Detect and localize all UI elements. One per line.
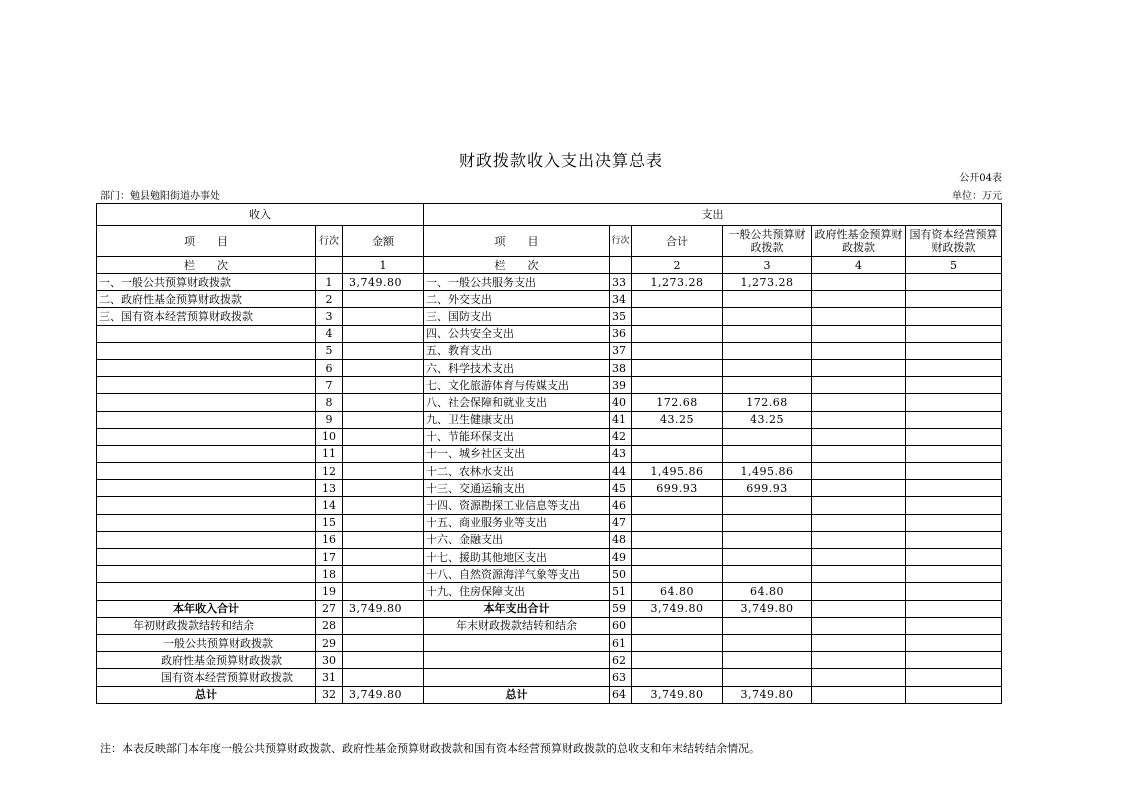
- gov-fund-cell: [812, 291, 906, 308]
- income-amount-cell: [343, 359, 424, 376]
- expense-item-cell: 年末财政拨款结转和结余: [424, 617, 610, 634]
- total-amount-cell: [632, 359, 723, 376]
- form-code: 公开04表: [959, 173, 1002, 184]
- table-row: [97, 377, 1002, 394]
- state-capital-cell: [906, 514, 1002, 531]
- income-item-cell: [97, 514, 316, 531]
- col-number-2: 2: [632, 257, 723, 274]
- table-row: [97, 325, 1002, 342]
- table-row: [97, 445, 1002, 462]
- income-row-no-cell: 31: [316, 669, 343, 686]
- income-row-no-cell: 3: [316, 308, 343, 325]
- gov-fund-cell: [812, 342, 906, 359]
- summary-row: [97, 686, 1002, 703]
- total-amount-cell: [632, 497, 723, 514]
- income-row-no-cell: 17: [316, 549, 343, 566]
- total-amount-cell: 1,273.28: [632, 274, 723, 291]
- total-header: 合计: [632, 226, 723, 257]
- income-row-no-cell: 9: [316, 411, 343, 428]
- total-amount-cell: [632, 549, 723, 566]
- income-row-no-cell: 5: [316, 342, 343, 359]
- income-row-no-cell: 13: [316, 480, 343, 497]
- total-amount-cell: [632, 308, 723, 325]
- income-amount-cell: [343, 514, 424, 531]
- table-row: [97, 514, 1002, 531]
- income-header: 收入: [97, 204, 424, 226]
- expense-row-no-header: 行次: [610, 226, 632, 257]
- expense-row-no-cell: 39: [610, 377, 632, 394]
- total-amount-cell: 3,749.80: [632, 600, 723, 617]
- state-capital-cell: [906, 686, 1002, 703]
- state-capital-cell: [906, 531, 1002, 548]
- expense-row-no-cell: 33: [610, 274, 632, 291]
- state-capital-cell: [906, 342, 1002, 359]
- state-capital-cell: [906, 428, 1002, 445]
- general-budget-cell: [723, 566, 812, 583]
- total-amount-cell: [632, 377, 723, 394]
- income-amount-cell: [343, 480, 424, 497]
- general-budget-cell: 172.68: [723, 394, 812, 411]
- income-row-no-cell: 18: [316, 566, 343, 583]
- total-amount-cell: [632, 342, 723, 359]
- income-amount-cell: [343, 669, 424, 686]
- gov-fund-cell: [812, 514, 906, 531]
- total-amount-cell: 43.25: [632, 411, 723, 428]
- general-budget-cell: [723, 669, 812, 686]
- expense-row-no-cell: 35: [610, 308, 632, 325]
- general-budget-cell: [723, 291, 812, 308]
- table-row: [97, 549, 1002, 566]
- total-amount-cell: [632, 669, 723, 686]
- income-row-no-header: 行次: [316, 226, 343, 257]
- expense-row-no-cell: 42: [610, 428, 632, 445]
- income-amount-cell: [343, 291, 424, 308]
- expense-row-no-cell: 60: [610, 617, 632, 634]
- state-capital-cell: [906, 652, 1002, 669]
- income-item-cell: [97, 463, 316, 480]
- income-row-no-cell: 7: [316, 377, 343, 394]
- income-amount-cell: 3,749.80: [343, 686, 424, 703]
- expense-item-cell: [424, 652, 610, 669]
- expense-row-no-cell: 40: [610, 394, 632, 411]
- gov-fund-cell: [812, 531, 906, 548]
- expense-row-no-cell: 36: [610, 325, 632, 342]
- expense-item-cell: 十六、金融支出: [424, 531, 610, 548]
- total-amount-cell: 1,495.86: [632, 463, 723, 480]
- expense-item-cell: [424, 669, 610, 686]
- income-amount-cell: [343, 411, 424, 428]
- total-amount-cell: 699.93: [632, 480, 723, 497]
- income-amount-cell: [343, 634, 424, 651]
- expense-item-cell: 总计: [424, 686, 610, 703]
- income-amount-cell: [343, 617, 424, 634]
- expense-item-cell: 六、科学技术支出: [424, 359, 610, 376]
- income-row-no-cell: 6: [316, 359, 343, 376]
- general-budget-cell: 1,273.28: [723, 274, 812, 291]
- income-item-cell: [97, 531, 316, 548]
- expense-row-no-cell: 41: [610, 411, 632, 428]
- gov-fund-cell: [812, 686, 906, 703]
- income-amount-cell: 3,749.80: [343, 600, 424, 617]
- income-item-cell: [97, 394, 316, 411]
- expense-item-cell: 二、外交支出: [424, 291, 610, 308]
- general-budget-cell: [723, 549, 812, 566]
- summary-row: [97, 652, 1002, 669]
- income-amount-cell: [343, 342, 424, 359]
- income-amount-cell: [343, 531, 424, 548]
- expense-item-cell: 三、国防支出: [424, 308, 610, 325]
- income-item-header: 项 目: [97, 226, 316, 257]
- state-capital-cell: [906, 480, 1002, 497]
- expense-row-no-cell: 43: [610, 445, 632, 462]
- gov-fund-cell: [812, 583, 906, 600]
- general-budget-cell: [723, 325, 812, 342]
- table-row: [97, 308, 1002, 325]
- unit-label: 单位：万元: [952, 191, 1002, 202]
- expense-item-cell: [424, 634, 610, 651]
- table-row: [97, 566, 1002, 583]
- total-amount-cell: [632, 531, 723, 548]
- table-row: [97, 291, 1002, 308]
- income-row-no-cell: 27: [316, 600, 343, 617]
- expense-row-no-cell: 38: [610, 359, 632, 376]
- general-budget-cell: [723, 497, 812, 514]
- expense-item-cell: 十八、自然资源海洋气象等支出: [424, 566, 610, 583]
- gov-fund-cell: [812, 274, 906, 291]
- state-capital-cell: [906, 669, 1002, 686]
- income-row-no-cell: 30: [316, 652, 343, 669]
- income-amount-cell: [343, 325, 424, 342]
- income-item-cell: 政府性基金预算财政拨款: [97, 652, 316, 669]
- state-capital-cell: [906, 325, 1002, 342]
- general-budget-cell: [723, 634, 812, 651]
- income-row-no-cell: 29: [316, 634, 343, 651]
- budget-table: [96, 203, 1002, 704]
- income-item-cell: 总计: [97, 686, 316, 703]
- state-capital-cell: [906, 377, 1002, 394]
- expense-row-no-cell: 49: [610, 549, 632, 566]
- expense-row-no-cell: 62: [610, 652, 632, 669]
- income-amount-cell: [343, 428, 424, 445]
- gov-fund-cell: [812, 463, 906, 480]
- expense-item-cell: 八、社会保障和就业支出: [424, 394, 610, 411]
- general-budget-cell: 3,749.80: [723, 686, 812, 703]
- income-row-no-cell: 4: [316, 325, 343, 342]
- income-item-cell: [97, 411, 316, 428]
- general-budget-cell: 699.93: [723, 480, 812, 497]
- expense-row-no-cell: 51: [610, 583, 632, 600]
- gov-fund-cell: [812, 411, 906, 428]
- expense-item-cell: 本年支出合计: [424, 600, 610, 617]
- total-amount-cell: [632, 566, 723, 583]
- footnote: 注：本表反映部门本年度一般公共预算财政拨款、政府性基金预算财政拨款和国有资本经营预算财政拨款的总收支和年末结转结余情况。: [100, 742, 760, 755]
- state-capital-cell: [906, 617, 1002, 634]
- state-capital-cell: [906, 308, 1002, 325]
- summary-row: [97, 600, 1002, 617]
- col-number-3: 3: [723, 257, 812, 274]
- expense-row-no-cell: 59: [610, 600, 632, 617]
- state-capital-cell: [906, 600, 1002, 617]
- state-capital-cell: [906, 411, 1002, 428]
- gov-fund-header: 政府性基金预算财政拨款: [812, 226, 906, 257]
- gov-fund-cell: [812, 652, 906, 669]
- gov-fund-cell: [812, 600, 906, 617]
- income-item-cell: [97, 549, 316, 566]
- total-amount-cell: [632, 325, 723, 342]
- gov-fund-cell: [812, 445, 906, 462]
- table-row: [97, 463, 1002, 480]
- total-amount-cell: [632, 617, 723, 634]
- general-budget-cell: [723, 359, 812, 376]
- total-amount-cell: 3,749.80: [632, 686, 723, 703]
- general-budget-header: 一般公共预算财政拨款: [723, 226, 812, 257]
- gov-fund-cell: [812, 377, 906, 394]
- income-amount-cell: [343, 583, 424, 600]
- income-row-no-cell: 11: [316, 445, 343, 462]
- table-row: [97, 274, 1002, 291]
- income-item-cell: [97, 377, 316, 394]
- total-amount-cell: [632, 445, 723, 462]
- expense-item-cell: 一、一般公共服务支出: [424, 274, 610, 291]
- income-item-cell: 年初财政拨款结转和结余: [97, 617, 316, 634]
- summary-row: [97, 617, 1002, 634]
- state-capital-cell: [906, 583, 1002, 600]
- header-row-column-numbers: [97, 257, 1002, 274]
- income-row-no-cell: 28: [316, 617, 343, 634]
- header-row-group: [97, 204, 1002, 226]
- state-capital-cell: [906, 634, 1002, 651]
- total-amount-cell: 172.68: [632, 394, 723, 411]
- table-row: [97, 428, 1002, 445]
- income-item-cell: [97, 342, 316, 359]
- income-row-no-cell: 32: [316, 686, 343, 703]
- general-budget-cell: [723, 308, 812, 325]
- gov-fund-cell: [812, 428, 906, 445]
- income-column-label: 栏 次: [97, 257, 316, 274]
- expense-column-label: 栏 次: [424, 257, 610, 274]
- expense-row-no-cell: 61: [610, 634, 632, 651]
- income-item-cell: [97, 566, 316, 583]
- col-number-1: 1: [343, 257, 424, 274]
- income-item-cell: 二、政府性基金预算财政拨款: [97, 291, 316, 308]
- gov-fund-cell: [812, 394, 906, 411]
- table-row: [97, 583, 1002, 600]
- gov-fund-cell: [812, 480, 906, 497]
- table-row: [97, 359, 1002, 376]
- income-item-cell: 国有资本经营预算财政拨款: [97, 669, 316, 686]
- income-row-no-cell: 14: [316, 497, 343, 514]
- summary-row: [97, 669, 1002, 686]
- state-capital-cell: [906, 549, 1002, 566]
- expense-item-cell: 十三、交通运输支出: [424, 480, 610, 497]
- gov-fund-cell: [812, 669, 906, 686]
- income-item-cell: 本年收入合计: [97, 600, 316, 617]
- table-row: [97, 394, 1002, 411]
- expense-row-no-cell: 63: [610, 669, 632, 686]
- gov-fund-cell: [812, 359, 906, 376]
- gov-fund-cell: [812, 566, 906, 583]
- income-row-no-cell: 19: [316, 583, 343, 600]
- general-budget-cell: 1,495.86: [723, 463, 812, 480]
- total-amount-cell: [632, 291, 723, 308]
- total-amount-cell: [632, 652, 723, 669]
- income-item-cell: [97, 497, 316, 514]
- state-capital-cell: [906, 359, 1002, 376]
- income-amount-cell: [343, 394, 424, 411]
- income-amount-cell: [343, 463, 424, 480]
- gov-fund-cell: [812, 325, 906, 342]
- income-item-cell: [97, 325, 316, 342]
- expense-row-no-cell: 64: [610, 686, 632, 703]
- expense-item-cell: 四、公共安全支出: [424, 325, 610, 342]
- page-title: 财政拨款收入支出决算总表: [458, 151, 663, 170]
- income-row-no-cell: 12: [316, 463, 343, 480]
- state-capital-cell: [906, 291, 1002, 308]
- empty-cell: [316, 257, 343, 274]
- table-row: [97, 480, 1002, 497]
- general-budget-cell: [723, 445, 812, 462]
- table-row: [97, 497, 1002, 514]
- expense-row-no-cell: 44: [610, 463, 632, 480]
- income-amount-cell: [343, 308, 424, 325]
- col-number-4: 4: [812, 257, 906, 274]
- income-item-cell: [97, 359, 316, 376]
- expense-item-cell: 十、节能环保支出: [424, 428, 610, 445]
- total-amount-cell: [632, 514, 723, 531]
- expense-item-cell: 十四、资源勘探工业信息等支出: [424, 497, 610, 514]
- income-amount-cell: [343, 497, 424, 514]
- income-amount-cell: [343, 652, 424, 669]
- income-item-cell: 三、国有资本经营预算财政拨款: [97, 308, 316, 325]
- expense-row-no-cell: 48: [610, 531, 632, 548]
- expense-row-no-cell: 45: [610, 480, 632, 497]
- income-row-no-cell: 16: [316, 531, 343, 548]
- income-row-no-cell: 2: [316, 291, 343, 308]
- expense-row-no-cell: 47: [610, 514, 632, 531]
- total-amount-cell: [632, 428, 723, 445]
- table-row: [97, 531, 1002, 548]
- department-label: 部门：勉县勉阳街道办事处: [100, 191, 220, 202]
- income-row-no-cell: 1: [316, 274, 343, 291]
- general-budget-cell: [723, 428, 812, 445]
- expense-item-cell: 十七、援助其他地区支出: [424, 549, 610, 566]
- expense-item-cell: 十一、城乡社区支出: [424, 445, 610, 462]
- general-budget-cell: [723, 514, 812, 531]
- general-budget-cell: 3,749.80: [723, 600, 812, 617]
- income-amount-cell: [343, 377, 424, 394]
- expense-item-cell: 十二、农林水支出: [424, 463, 610, 480]
- expense-item-cell: 七、文化旅游体育与传媒支出: [424, 377, 610, 394]
- income-row-no-cell: 15: [316, 514, 343, 531]
- income-item-cell: 一般公共预算财政拨款: [97, 634, 316, 651]
- header-row-columns: [97, 226, 1002, 257]
- table-row: [97, 342, 1002, 359]
- total-amount-cell: [632, 634, 723, 651]
- expense-item-cell: 九、卫生健康支出: [424, 411, 610, 428]
- expense-row-no-cell: 46: [610, 497, 632, 514]
- income-amount-cell: [343, 566, 424, 583]
- income-row-no-cell: 8: [316, 394, 343, 411]
- expense-item-header: 项 目: [424, 226, 610, 257]
- general-budget-cell: 43.25: [723, 411, 812, 428]
- gov-fund-cell: [812, 634, 906, 651]
- gov-fund-cell: [812, 497, 906, 514]
- expense-row-no-cell: 50: [610, 566, 632, 583]
- col-number-5: 5: [906, 257, 1002, 274]
- gov-fund-cell: [812, 617, 906, 634]
- general-budget-cell: [723, 377, 812, 394]
- expense-header: 支出: [424, 204, 1002, 226]
- total-amount-cell: 64.80: [632, 583, 723, 600]
- state-capital-cell: [906, 394, 1002, 411]
- income-row-no-cell: 10: [316, 428, 343, 445]
- expense-row-no-cell: 34: [610, 291, 632, 308]
- general-budget-cell: [723, 652, 812, 669]
- state-capital-cell: [906, 445, 1002, 462]
- income-item-cell: [97, 428, 316, 445]
- state-capital-cell: [906, 566, 1002, 583]
- income-item-cell: [97, 445, 316, 462]
- income-amount-cell: [343, 445, 424, 462]
- general-budget-cell: [723, 531, 812, 548]
- income-amount-cell: [343, 549, 424, 566]
- gov-fund-cell: [812, 308, 906, 325]
- empty-cell: [610, 257, 632, 274]
- state-capital-cell: [906, 274, 1002, 291]
- general-budget-cell: 64.80: [723, 583, 812, 600]
- state-capital-cell: [906, 497, 1002, 514]
- state-capital-cell: [906, 463, 1002, 480]
- general-budget-cell: [723, 617, 812, 634]
- income-item-cell: [97, 583, 316, 600]
- summary-row: [97, 634, 1002, 651]
- income-item-cell: 一、一般公共预算财政拨款: [97, 274, 316, 291]
- income-item-cell: [97, 480, 316, 497]
- general-budget-cell: [723, 342, 812, 359]
- income-amount-cell: 3,749.80: [343, 274, 424, 291]
- gov-fund-cell: [812, 549, 906, 566]
- expense-item-cell: 五、教育支出: [424, 342, 610, 359]
- table-row: [97, 411, 1002, 428]
- state-capital-header: 国有资本经营预算财政拨款: [906, 226, 1002, 257]
- expense-row-no-cell: 37: [610, 342, 632, 359]
- income-amount-header: 金额: [343, 226, 424, 257]
- expense-item-cell: 十九、住房保障支出: [424, 583, 610, 600]
- expense-item-cell: 十五、商业服务业等支出: [424, 514, 610, 531]
